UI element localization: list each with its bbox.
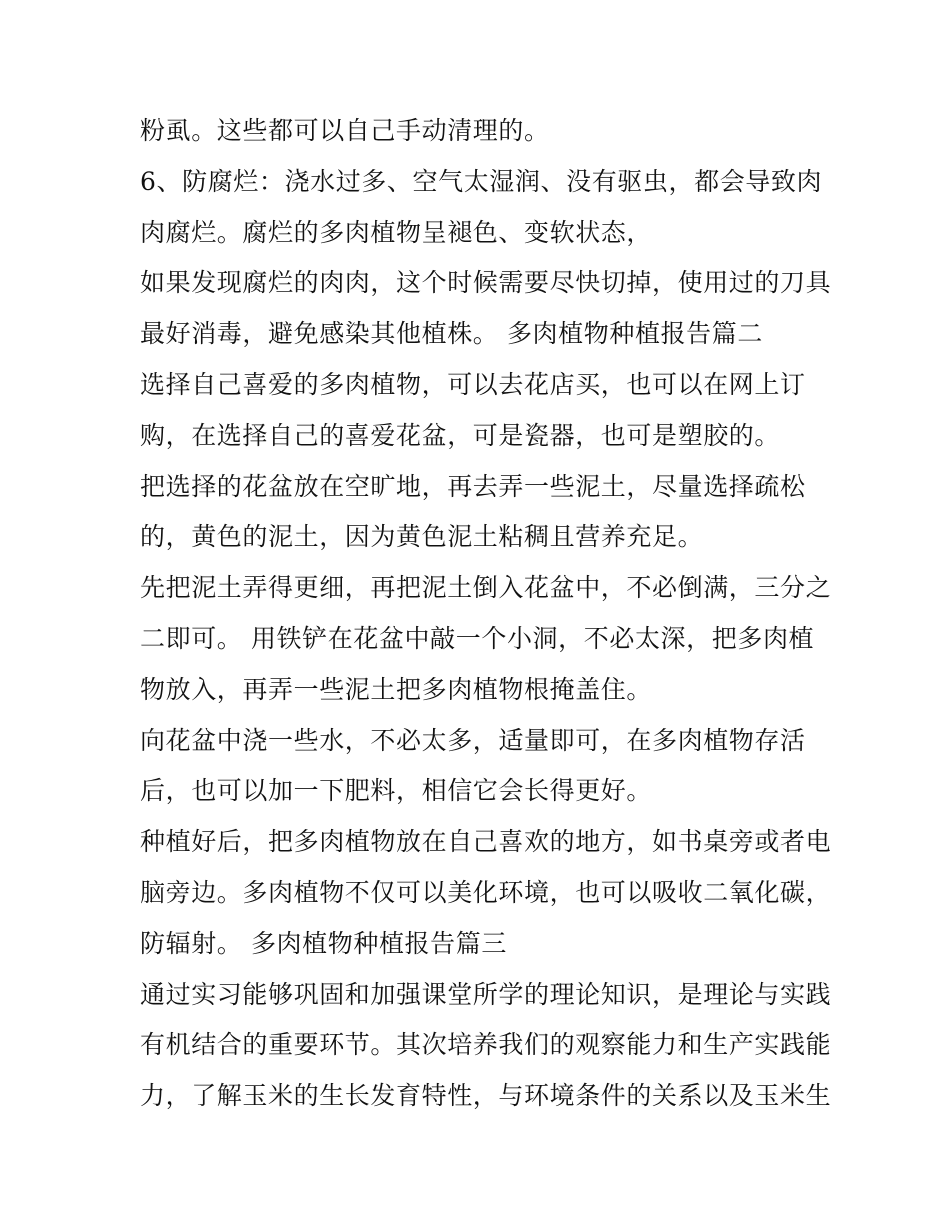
text-line: 二即可。 用铁铲在花盆中敲一个小洞，不必太深，把多肉植: [140, 623, 815, 653]
text-line: 选择自己喜爱的多肉植物，可以去花店买，也可以在网上订: [140, 369, 806, 399]
text-line: 肉腐烂。腐烂的多肉植物呈褪色、变软状态，: [140, 217, 653, 247]
text-line: 有机结合的重要环节。其次培养我们的观察能力和生产实践能: [140, 1030, 832, 1060]
text-line: 通过实习能够巩固和加强课堂所学的理论知识，是理论与实践: [140, 979, 832, 1009]
text-line: 种植好后，把多肉植物放在自己喜欢的地方，如书桌旁或者电: [140, 827, 832, 857]
text-line: 脑旁边。多肉植物不仅可以美化环境，也可以吸收二氧化碳，: [140, 877, 832, 907]
text-line: 防辐射。 多肉植物种植报告篇三: [140, 928, 507, 958]
text-line: 粉虱。这些都可以自己手动清理的。: [140, 116, 550, 145]
text-line: 先把泥土弄得更细，再把泥土倒入花盆中，不必倒满，三分之: [140, 573, 832, 603]
text-line: 购，在选择自己的喜爱花盆，可是瓷器，也可是塑胶的。: [140, 420, 781, 450]
text-line: 物放入，再弄一些泥土把多肉植物根掩盖住。: [140, 674, 653, 704]
text-line: 最好消毒，避免感染其他植株。 多肉植物种植报告篇二: [140, 319, 763, 349]
text-line: 如果发现腐烂的肉肉，这个时候需要尽快切掉，使用过的刀具: [140, 268, 832, 298]
text-line: 把选择的花盆放在空旷地，再去弄一些泥土，尽量选择疏松: [140, 471, 806, 501]
text-line: 力，了解玉米的生长发育特性，与环境条件的关系以及玉米生: [140, 1081, 832, 1111]
document-body: [140, 106, 832, 1122]
text-line: 后，也可以加一下肥料，相信它会长得更好。: [140, 776, 653, 806]
text-line: 的，黄色的泥土，因为黄色泥土粘稠且营养充足。: [140, 522, 704, 552]
text-line: 向花盆中浇一些水，不必太多，适量即可，在多肉植物存活: [140, 725, 806, 755]
text-line: 6、防腐烂：浇水过多、空气太湿润、没有驱虫，都会导致肉: [140, 166, 823, 196]
